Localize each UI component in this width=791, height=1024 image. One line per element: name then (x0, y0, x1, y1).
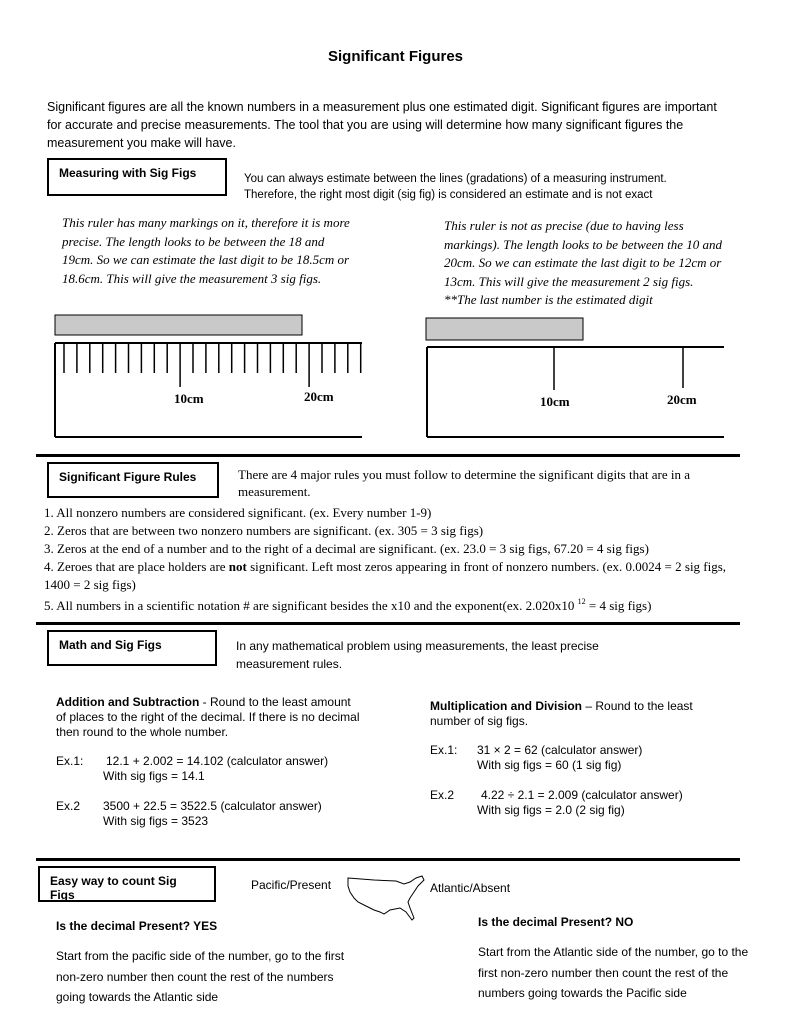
section-divider (36, 858, 740, 861)
rule-4 (44, 558, 744, 594)
measured-object-bar (426, 318, 583, 340)
add-ex2-label: Ex.2 (56, 799, 81, 813)
addition-rule (56, 695, 361, 740)
add-ex1-line1: 12.1 + 2.002 = 14.102 (calculator answer) (106, 754, 329, 768)
multiplication-rule (430, 699, 730, 729)
rule-5 (44, 593, 744, 615)
math-note: In any mathematical problem using measurements, the least precise measurement rules. (236, 639, 599, 671)
rule-1: 1. All nonzero numbers are considered significant. (ex. Every number 1-9) (44, 505, 432, 520)
right-ruler-label-20: 20cm (667, 392, 697, 407)
mul-ex1-label: Ex.1: (430, 743, 458, 757)
left-count-text: Start from the pacific side of the number, go to the first non-zero number then count the rest of the numbers going towards the Atlantic side (56, 949, 345, 1004)
left-ruler-label-10: 10cm (174, 391, 204, 406)
rules-label-box (47, 462, 219, 498)
left-count-heading: Is the decimal Present? YES (56, 919, 218, 933)
addition-heading: Addition and Subtraction (56, 695, 200, 709)
less-precise-ruler (420, 312, 730, 442)
add-ex2-line1: 3500 + 22.5 = 3522.5 (calculator answer) (103, 799, 322, 813)
add-ex2-line2: With sig figs = 3523 (103, 814, 209, 828)
count-label: Easy way to count Sig Figs (50, 874, 177, 902)
section-divider (36, 454, 740, 457)
left-ruler-label-20: 20cm (304, 389, 334, 404)
right-count-text: Start from the Atlantic side of the number, go to the first non-zero number then count the rest of the numbers going towards the Pacific side (478, 945, 749, 1000)
rule-5-text-cont: = 4 sig figs) (585, 598, 652, 613)
rule-4-emphasis: not (228, 559, 247, 574)
mul-ex2-line2: With sig figs = 2.0 (2 sig fig) (477, 803, 625, 817)
add-ex1-label: Ex.1: (56, 754, 84, 768)
rule-4-text: 4. Zeroes that are place holders are (44, 559, 229, 574)
multiplication-desc: – Round to the least number of sig figs. (430, 699, 693, 728)
right-count-heading: Is the decimal Present? NO (478, 915, 634, 929)
mul-ex2-label: Ex.2 (430, 788, 455, 802)
left-ruler-text: This ruler has many markings on it, therefore it is more precise. The length looks to be between the 18 and 19cm. So we can estimate the last digit to be 18.5cm or 18.6cm. This will give the measurement 3 sig figs. (62, 215, 350, 286)
usa-map-icon (344, 872, 430, 928)
mul-ex1-line1: 31 × 2 = 62 (calculator answer) (477, 743, 643, 757)
rules-label: Significant Figure Rules (59, 470, 197, 484)
atlantic-label: Atlantic/Absent (430, 881, 511, 895)
intro-paragraph: Significant figures are all the known numbers in a measurement plus one estimated digit. Significant figures are important for accurate and precise measurements. The tool that you are using will determine how many significant figures the measurement you make will have. (47, 100, 717, 150)
multiplication-heading: Multiplication and Division (430, 699, 583, 713)
mul-ex1-line2: With sig figs = 60 (1 sig fig) (477, 758, 622, 772)
measuring-note: You can always estimate between the lines (gradations) of a measuring instrument. Therefore, the right most digit (sig fig) is considered an estimate and is not exact (244, 173, 667, 201)
measured-object-bar (55, 315, 302, 335)
rule-4-text-cont: significant. Left most zeros appearing in front of nonzero numbers. (ex. 0.0024 = 2 sig figs, 1400 = 2 sig figs) (44, 559, 727, 592)
right-ruler-text: This ruler is not as precise (due to having less markings). The length looks to be between the 10 and 20cm. So we can estimate the last digit to be 12cm or 13cm. This will give the measurement 2 sig figs. **The last number is the estimated digit (444, 218, 723, 307)
rule-5-text: 5. All numbers in a scientific notation # are significant besides the x10 and the exponent(ex. 2.020x10 (44, 598, 578, 613)
page-title: Significant Figures (327, 48, 463, 65)
mul-ex2-line1: 4.22 ÷ 2.1 = 2.009 (calculator answer) (481, 788, 683, 802)
pacific-label: Pacific/Present (251, 878, 332, 892)
measuring-label: Measuring with Sig Figs (59, 166, 197, 180)
count-label-box (38, 866, 216, 902)
add-ex1-line2: With sig figs = 14.1 (103, 769, 205, 783)
precise-ruler (50, 312, 370, 442)
measuring-label-box (47, 158, 227, 196)
rule-5-exponent: 12 (577, 597, 586, 606)
math-label-box (47, 630, 217, 666)
rules-note: There are 4 major rules you must follow to determine the significant digits that are in a measurement. (238, 467, 690, 499)
section-divider (36, 622, 740, 625)
math-label: Math and Sig Figs (59, 638, 162, 652)
right-ruler-label-10: 10cm (540, 394, 570, 409)
rule-3: 3. Zeros at the end of a number and to the right of a decimal are significant. (ex. 23.0 = 3 sig figs, 67.20 = 4 sig figs) (44, 541, 649, 556)
rule-2: 2. Zeros that are between two nonzero numbers are significant. (ex. 305 = 3 sig figs) (44, 523, 484, 538)
addition-desc: - Round to the least amount of places to the right of the decimal. If there is no decimal then round to the whole number. (56, 695, 360, 739)
